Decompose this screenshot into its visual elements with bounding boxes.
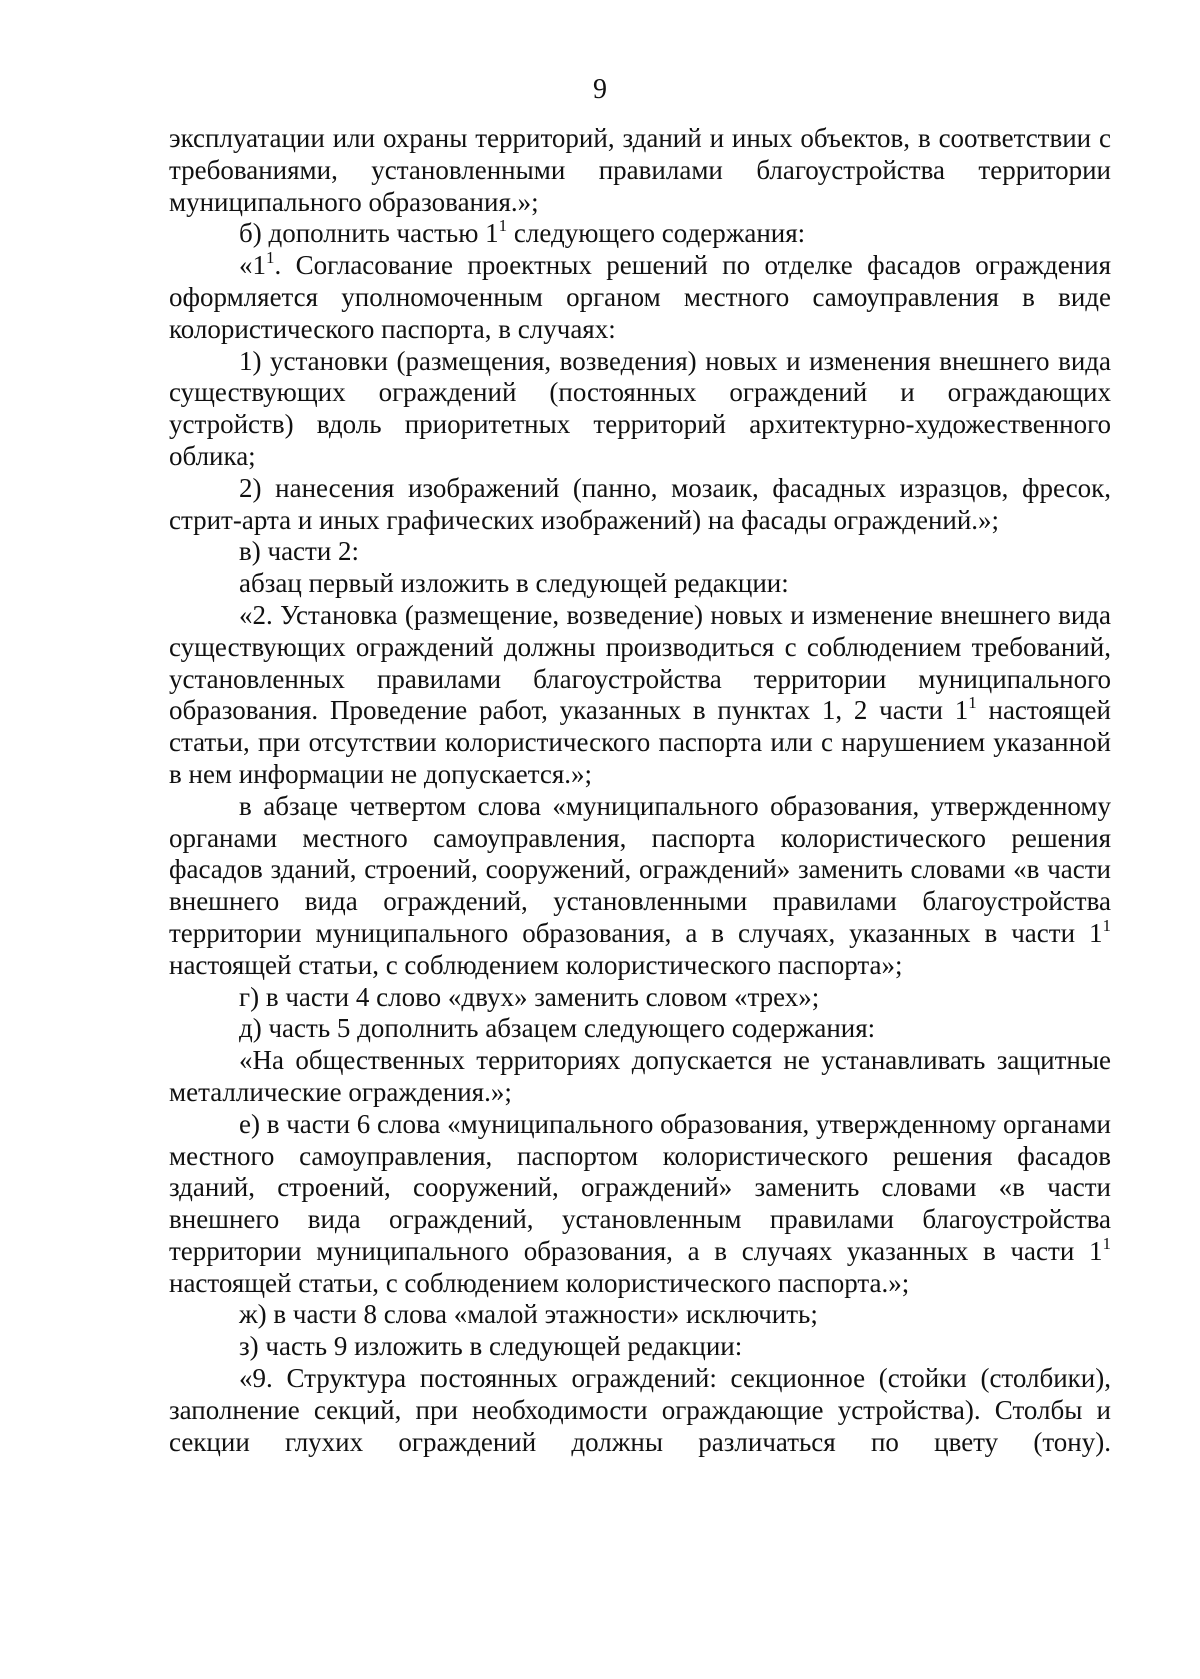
body-text (169, 123, 1111, 1458)
paragraph: эксплуатации или охраны территорий, зданий и иных объектов, в соответствии с требованиями, установленными правилами благоустройства территории муниципального образования.»; (169, 123, 1111, 217)
paragraph: 2) нанесения изображений (панно, мозаик, фасадных изразцов, фресок, стрит-арта и иных графических изображений) на фасады ограждений.»; (169, 472, 1111, 535)
paragraph: е) в части 6 слова «муниципального образования, утвержденному органами местного самоуправления, паспортом колористического решения фасадов зданий, строений, сооружений, ограждений» заменить словами «в части внешнего вида ограждений, установленным правилами благоустройства территории муниципального образования, а в случаях указанных в части $1^1$ настоящей статьи, с соблюдением колористического паспорта.»; (169, 1108, 1111, 1298)
paragraph: «2. Установка (размещение, возведение) новых и изменение внешнего вида существующих ограждений должны производиться с соблюдением требований, установленных правилами благоустройства территории муниципального образования. Проведение работ, указанных в пунктах 1, 2 части $1^1$ настоящей статьи, при отсутствии колористического паспорта или с нарушением указанной в нем информации не допускается.»; (169, 599, 1111, 789)
paragraph: д) часть 5 дополнить абзацем следующего содержания: (239, 1013, 876, 1044)
superscript: 1 (266, 248, 275, 268)
paragraph: з) часть 9 изложить в следующей редакции: (239, 1331, 743, 1362)
paragraph: «9. Структура постоянных ограждений: секционное (стойки (столбики), заполнение секций, при необходимости ограждающие устройства). Столбы и секции глухих ограждений должны различаться по цвету (тону). (169, 1363, 1111, 1457)
paragraph: «На общественных территориях допускается не устанавливать защитные металлические ограждения.»; (169, 1045, 1111, 1107)
superscript: 1 (968, 693, 977, 713)
paragraph: ж) в части 8 слова «малой этажности» исключить; (239, 1299, 818, 1330)
paragraph: в абзаце четвертом слова «муниципального образования, утвержденному органами местного самоуправления, паспорта колористического решения фасадов зданий, строений, сооружений, ограждений» заменить словами «в части внешнего вида ограждений, установленными правилами благоустройства территории муниципального образования, а в случаях, указанных в части $1^1$ настоящей статьи, с соблюдением колористического паспорта»; (169, 790, 1111, 980)
superscript: 1 (1102, 1233, 1111, 1253)
superscript: 1 (1102, 915, 1111, 935)
page-number: 9 (593, 74, 607, 105)
paragraph: 1) установки (размещения, возведения) новых и изменения внешнего вида существующих ограждений (постоянных ограждений и ограждающих устройств) вдоль приоритетных территорий архитектурно-художественного облика; (169, 345, 1111, 471)
paragraph: г) в части 4 слово «двух» заменить словом «трех»; (239, 981, 820, 1012)
paragraph: в) части 2: (239, 536, 360, 567)
paragraph: абзац первый изложить в следующей редакции: (239, 568, 789, 599)
paragraph: «$1^1$. Согласование проектных решений по отделке фасадов ограждения оформляется уполномоченным органом местного самоуправления в виде колористического паспорта, в случаях: (169, 248, 1111, 344)
paragraph: б) дополнить частью $1^1$ следующего содержания: (239, 216, 806, 249)
superscript: 1 (498, 216, 508, 236)
